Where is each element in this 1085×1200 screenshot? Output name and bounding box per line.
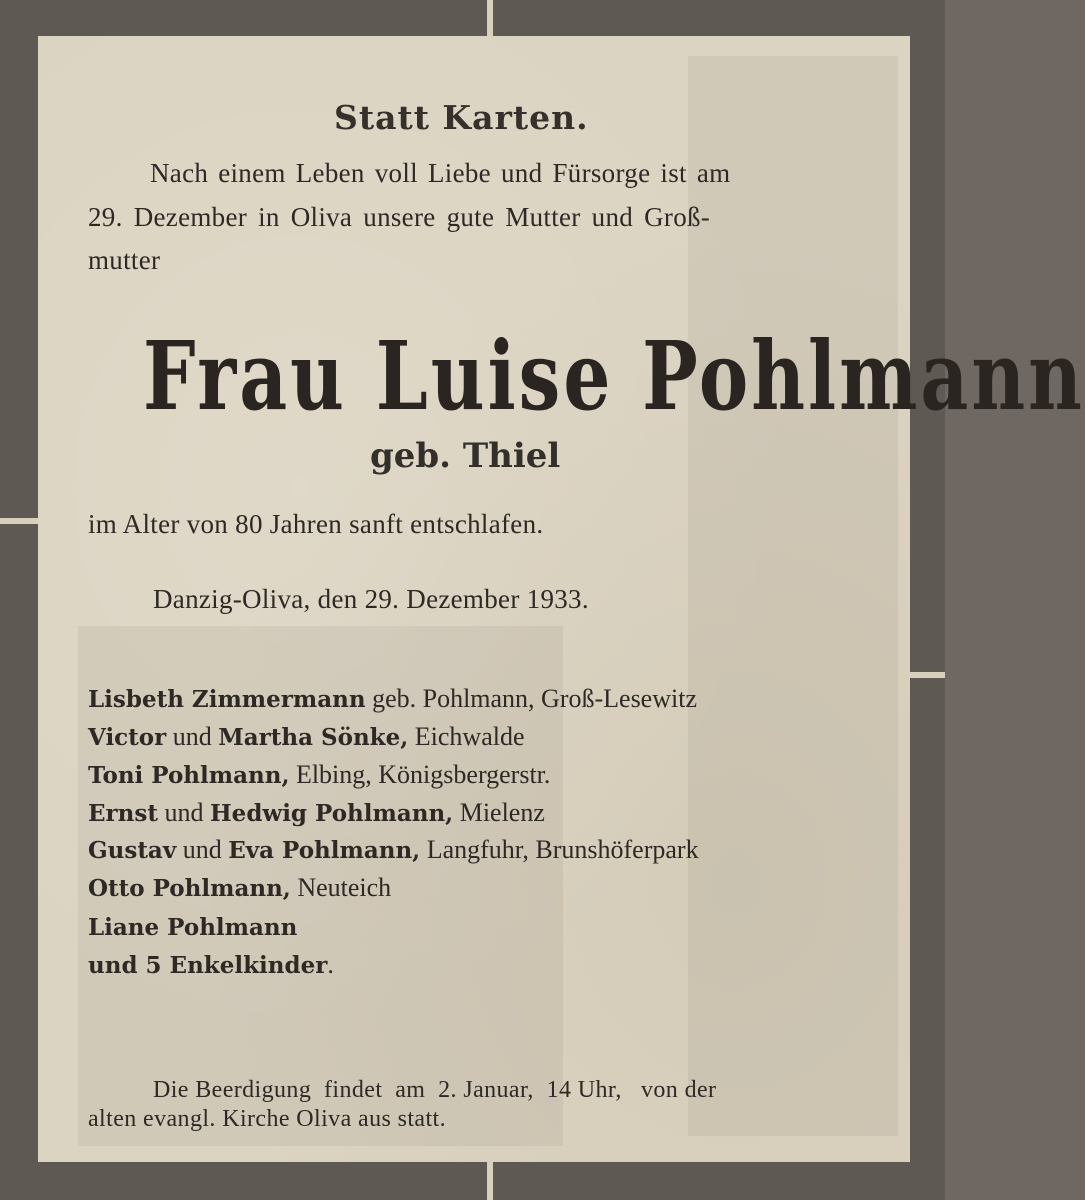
border-joint (487, 0, 493, 36)
family-connector: und (157, 798, 210, 827)
funeral-line-1: Die Beerdigung findet am 2. Januar, 14 Uhr, von der (153, 1077, 717, 1103)
family-detail: Mielenz (453, 798, 545, 827)
funeral-line-2: alten evangl. Kirche Oliva aus statt. (88, 1106, 447, 1132)
family-line (88, 950, 334, 980)
deceased-name: Frau Luise Pohlmann (143, 322, 1085, 433)
place-date: Danzig-Oliva, den 29. Dezember 1933. (153, 584, 589, 614)
family-connector: und (166, 722, 219, 751)
border-bottom (0, 1162, 945, 1200)
family-name-bold: Eva Pohlmann, (228, 837, 421, 864)
border-top (0, 0, 945, 36)
notice-heading: Statt Karten. (334, 98, 589, 137)
border-right (910, 0, 945, 1200)
family-name-bold: Gustav (88, 837, 177, 864)
family-name-bold: Victor (88, 724, 167, 751)
family-line (88, 722, 525, 752)
family-detail: geb. Pohlmann, Groß-Lesewitz (365, 684, 697, 713)
border-left (0, 0, 38, 1200)
family-line (88, 835, 699, 865)
family-detail: . (327, 950, 334, 979)
family-name-bold: und 5 Enkelkinder (88, 952, 328, 979)
family-line (88, 798, 545, 828)
maiden-name: geb. Thiel (370, 436, 561, 476)
family-line (88, 873, 391, 903)
family-line (88, 760, 550, 790)
intro-line-2: 29. Dezember in Oliva unsere gute Mutter und Groß- (88, 202, 711, 232)
family-connector: und (176, 835, 229, 864)
border-joint (0, 518, 38, 524)
family-detail: Elbing, Königsbergerstr. (289, 760, 551, 789)
family-name-bold: Martha Sönke, (218, 724, 409, 751)
family-detail: Neuteich (290, 873, 392, 902)
intro-line-1: Nach einem Leben voll Liebe und Fürsorge ist am (150, 158, 731, 188)
border-joint (910, 672, 945, 678)
family-name-bold: Lisbeth Zimmermann (88, 686, 366, 713)
family-detail: Langfuhr, Brunshöferpark (420, 835, 699, 864)
family-name-bold: Hedwig Pohlmann, (209, 800, 454, 827)
intro-line-3: mutter (88, 245, 161, 275)
family-line (88, 684, 697, 714)
family-name-bold: Ernst (88, 800, 158, 827)
family-line (88, 912, 297, 942)
family-name-bold: Liane Pohlmann (88, 914, 298, 941)
reverse-side-ad-block (688, 56, 898, 1136)
age-line: im Alter von 80 Jahren sanft entschlafen. (88, 509, 544, 539)
family-name-bold: Otto Pohlmann, (88, 875, 291, 902)
family-name-bold: Toni Pohlmann, (88, 762, 290, 789)
family-detail: Eichwalde (408, 722, 525, 751)
border-joint (487, 1162, 493, 1200)
